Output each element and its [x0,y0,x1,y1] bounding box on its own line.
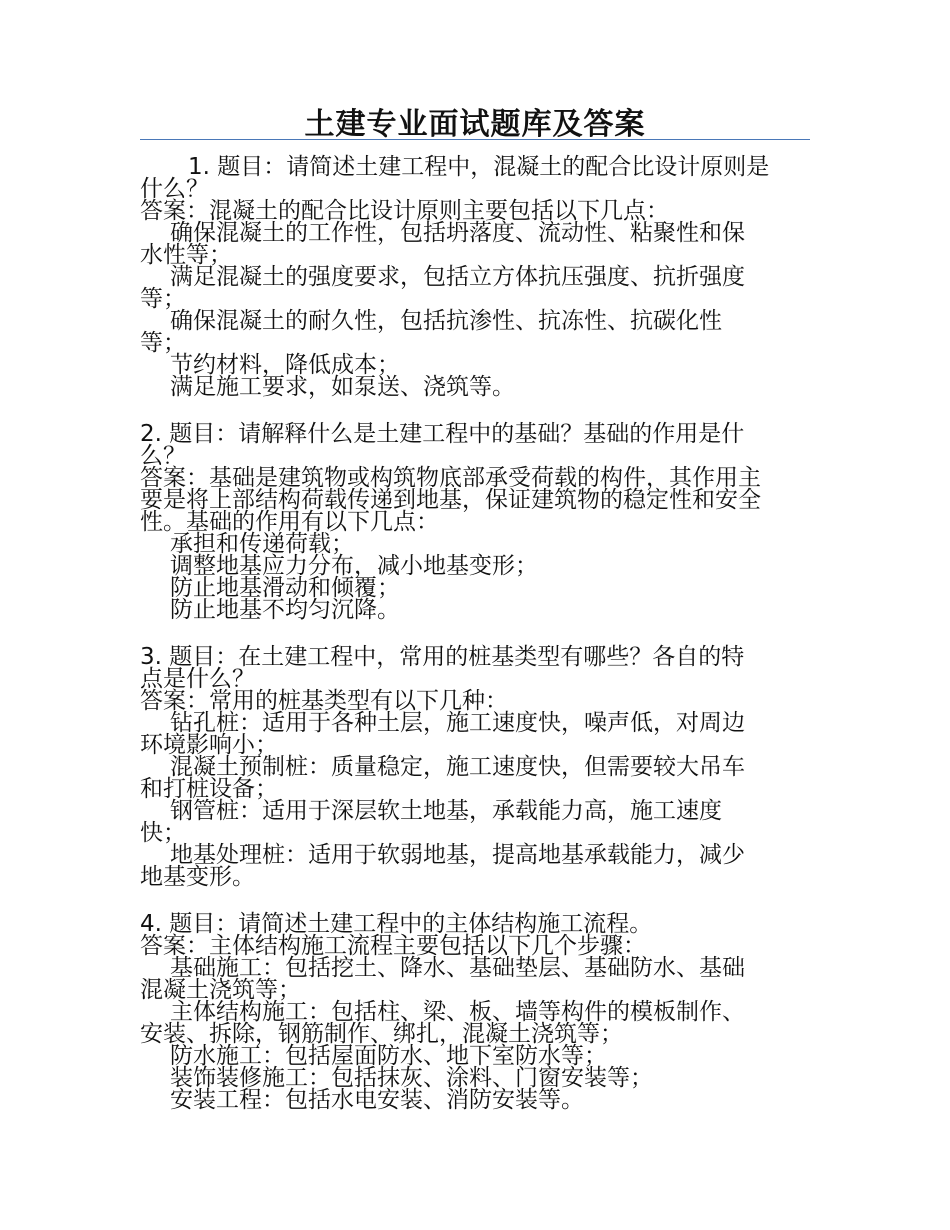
qa-block [140,913,812,1111]
answer-point-line: 地基变形。 [140,864,255,890]
question-line: 4. 题目：请简述土建工程中的主体结构施工流程。 [140,911,653,937]
answer-line: 答案：常用的桩基类型有以下几种： [140,688,508,714]
answer-line: 答案：基础是建筑物或构筑物底部承受荷载的构件，其作用主 [140,465,761,491]
qa-block [140,423,812,621]
answer-point-line: 混凝土浇筑等； [140,977,301,1003]
question-line: 1. 题目：请简述土建工程中，混凝土的配合比设计原则是 [188,154,770,180]
answer-point-line: 调整地基应力分布，减小地基变形； [170,553,538,579]
question-line: 点是什么？ [140,666,255,692]
answer-point-line: 确保混凝土的耐久性，包括抗渗性、抗冻性、抗碳化性 [170,308,722,334]
question-line: 2. 题目：请解释什么是土建工程中的基础？基础的作用是什 [140,421,745,447]
answer-point-line: 装饰装修施工：包括抹灰、涂料、门窗安装等； [170,1065,653,1091]
answer-point-line: 确保混凝土的工作性，包括坍落度、流动性、粘聚性和保 [170,220,745,246]
question-line: 什么？ [140,176,209,202]
qa-block [140,646,812,888]
answer-point-line: 承担和传递荷载； [170,531,354,557]
title-underline [140,139,810,140]
qa-block [140,156,812,398]
answer-point-line: 环境影响小； [140,732,278,758]
answer-point-line: 防止地基不均匀沉降。 [170,597,400,623]
question-line: 3. 题目：在土建工程中，常用的桩基类型有哪些？各自的特 [140,644,745,670]
answer-point-line: 水性等； [140,242,232,268]
answer-point-line: 混凝土预制桩：质量稳定，施工速度快，但需要较大吊车 [170,754,745,780]
answer-point-line: 和打桩设备； [140,776,278,802]
answer-point-line: 地基处理桩：适用于软弱地基，提高地基承载能力，减少 [170,842,745,868]
answer-point-line: 等； [140,330,186,356]
answer-line: 答案：主体结构施工流程主要包括以下几个步骤： [140,933,646,959]
answer-line: 答案：混凝土的配合比设计原则主要包括以下几点： [140,198,669,224]
answer-point-line: 主体结构施工：包括柱、梁、板、墙等构件的模板制作、 [170,999,745,1025]
answer-point-line: 快； [140,820,186,846]
answer-point-line: 安装工程：包括水电安装、消防安装等。 [170,1087,584,1113]
answer-point-line: 等； [140,286,186,312]
answer-point-line: 满足施工要求，如泵送、浇筑等。 [170,374,515,400]
answer-line: 要是将上部结构荷载传递到地基，保证建筑物的稳定性和安全 [140,487,761,513]
answer-point-line: 节约材料，降低成本； [170,352,400,378]
question-line: 么？ [140,443,186,469]
answer-point-line: 钻孔桩：适用于各种土层，施工速度快，噪声低，对周边 [170,710,745,736]
answer-point-line: 钢管桩：适用于深层软土地基，承载能力高，施工速度 [170,798,722,824]
answer-line: 性。基础的作用有以下几点： [140,509,439,535]
answer-point-line: 防水施工：包括屋面防水、地下室防水等； [170,1043,607,1069]
answer-point-line: 防止地基滑动和倾覆； [170,575,400,601]
document-body [140,156,812,1111]
answer-point-line: 基础施工：包括挖土、降水、基础垫层、基础防水、基础 [170,955,745,981]
document-title: 土建专业面试题库及答案 [304,107,646,142]
answer-point-line: 安装、拆除，钢筋制作、绑扎，混凝土浇筑等； [140,1021,623,1047]
answer-point-line: 满足混凝土的强度要求，包括立方体抗压强度、抗折强度 [170,264,745,290]
